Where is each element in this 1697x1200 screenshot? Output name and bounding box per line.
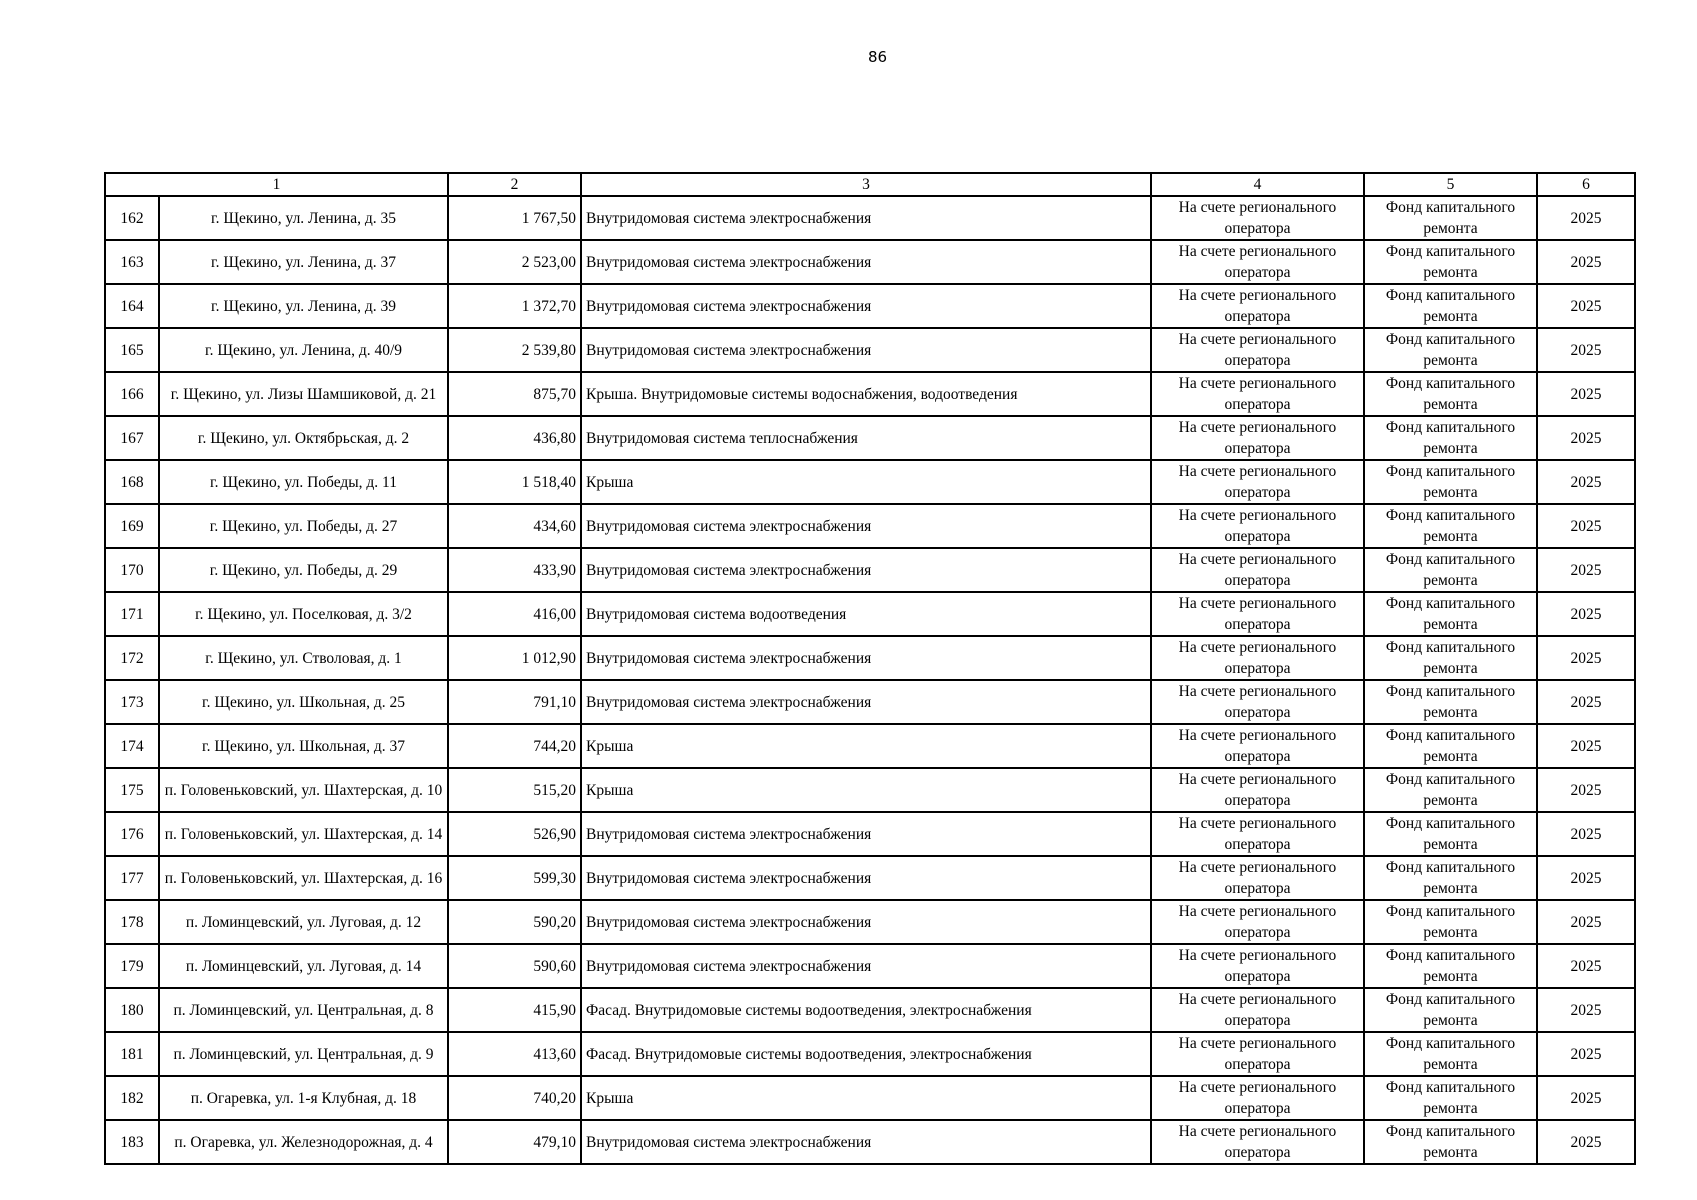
fund-cell: Фонд капитального ремонта	[1364, 812, 1537, 856]
fund-cell: Фонд капитального ремонта	[1364, 460, 1537, 504]
fund-cell: Фонд капитального ремонта	[1364, 768, 1537, 812]
area-cell: 1 372,70	[448, 284, 581, 328]
year-cell: 2025	[1537, 636, 1635, 680]
row-number: 176	[105, 812, 159, 856]
column-number-row	[105, 173, 1635, 196]
fund-cell: Фонд капитального ремонта	[1364, 284, 1537, 328]
address-cell: г. Щекино, ул. Школьная, д. 25	[159, 680, 448, 724]
work-type-cell: Внутридомовая система электроснабжения	[581, 504, 1151, 548]
year-cell: 2025	[1537, 416, 1635, 460]
area-cell: 590,60	[448, 944, 581, 988]
area-cell: 875,70	[448, 372, 581, 416]
work-type-cell: Внутридомовая система водоотведения	[581, 592, 1151, 636]
table-row	[105, 548, 1635, 592]
row-number: 174	[105, 724, 159, 768]
fund-cell: Фонд капитального ремонта	[1364, 328, 1537, 372]
funding-source-cell: На счете регионального оператора	[1151, 504, 1364, 548]
table-row	[105, 812, 1635, 856]
funding-source-cell: На счете регионального оператора	[1151, 1032, 1364, 1076]
fund-cell: Фонд капитального ремонта	[1364, 504, 1537, 548]
row-number: 178	[105, 900, 159, 944]
address-cell: г. Щекино, ул. Победы, д. 11	[159, 460, 448, 504]
table-row	[105, 504, 1635, 548]
fund-cell: Фонд капитального ремонта	[1364, 856, 1537, 900]
funding-source-cell: На счете регионального оператора	[1151, 548, 1364, 592]
capital-repair-table	[104, 172, 1636, 1165]
fund-cell: Фонд капитального ремонта	[1364, 944, 1537, 988]
table-row	[105, 900, 1635, 944]
row-number: 165	[105, 328, 159, 372]
table-row	[105, 988, 1635, 1032]
column-header: 2	[448, 173, 581, 196]
row-number: 167	[105, 416, 159, 460]
year-cell: 2025	[1537, 944, 1635, 988]
year-cell: 2025	[1537, 680, 1635, 724]
funding-source-cell: На счете регионального оператора	[1151, 856, 1364, 900]
year-cell: 2025	[1537, 1120, 1635, 1164]
row-number: 182	[105, 1076, 159, 1120]
table-row	[105, 284, 1635, 328]
year-cell: 2025	[1537, 900, 1635, 944]
work-type-cell: Фасад. Внутридомовые системы водоотведения, электроснабжения	[581, 988, 1151, 1032]
funding-source-cell: На счете регионального оператора	[1151, 900, 1364, 944]
work-type-cell: Внутридомовая система электроснабжения	[581, 944, 1151, 988]
year-cell: 2025	[1537, 988, 1635, 1032]
year-cell: 2025	[1537, 284, 1635, 328]
year-cell: 2025	[1537, 724, 1635, 768]
table-row	[105, 680, 1635, 724]
work-type-cell: Внутридомовая система электроснабжения	[581, 548, 1151, 592]
funding-source-cell: На счете регионального оператора	[1151, 988, 1364, 1032]
column-header: 5	[1364, 173, 1537, 196]
address-cell: п. Ломинцевский, ул. Центральная, д. 9	[159, 1032, 448, 1076]
row-number: 173	[105, 680, 159, 724]
work-type-cell: Крыша	[581, 1076, 1151, 1120]
year-cell: 2025	[1537, 592, 1635, 636]
work-type-cell: Фасад. Внутридомовые системы водоотведения, электроснабжения	[581, 1032, 1151, 1076]
address-cell: г. Щекино, ул. Октябрьская, д. 2	[159, 416, 448, 460]
row-number: 183	[105, 1120, 159, 1164]
address-cell: г. Щекино, ул. Школьная, д. 37	[159, 724, 448, 768]
address-cell: г. Щекино, ул. Поселковая, д. 3/2	[159, 592, 448, 636]
area-cell: 1 012,90	[448, 636, 581, 680]
page-number: 86	[867, 48, 888, 66]
table-row	[105, 240, 1635, 284]
address-cell: г. Щекино, ул. Ленина, д. 39	[159, 284, 448, 328]
area-cell: 416,00	[448, 592, 581, 636]
row-number: 175	[105, 768, 159, 812]
address-cell: г. Щекино, ул. Ленина, д. 35	[159, 196, 448, 240]
row-number: 164	[105, 284, 159, 328]
work-type-cell: Внутридомовая система электроснабжения	[581, 328, 1151, 372]
fund-cell: Фонд капитального ремонта	[1364, 1032, 1537, 1076]
area-cell: 433,90	[448, 548, 581, 592]
row-number: 162	[105, 196, 159, 240]
area-cell: 515,20	[448, 768, 581, 812]
table-row	[105, 196, 1635, 240]
fund-cell: Фонд капитального ремонта	[1364, 636, 1537, 680]
address-cell: п. Ломинцевский, ул. Центральная, д. 8	[159, 988, 448, 1032]
area-cell: 599,30	[448, 856, 581, 900]
fund-cell: Фонд капитального ремонта	[1364, 416, 1537, 460]
funding-source-cell: На счете регионального оператора	[1151, 592, 1364, 636]
work-type-cell: Внутридомовая система электроснабжения	[581, 1120, 1151, 1164]
column-header: 4	[1151, 173, 1364, 196]
fund-cell: Фонд капитального ремонта	[1364, 196, 1537, 240]
year-cell: 2025	[1537, 812, 1635, 856]
area-cell: 436,80	[448, 416, 581, 460]
address-cell: г. Щекино, ул. Победы, д. 29	[159, 548, 448, 592]
row-number: 180	[105, 988, 159, 1032]
row-number: 169	[105, 504, 159, 548]
area-cell: 2 539,80	[448, 328, 581, 372]
address-cell: п. Головеньковский, ул. Шахтерская, д. 16	[159, 856, 448, 900]
row-number: 171	[105, 592, 159, 636]
fund-cell: Фонд капитального ремонта	[1364, 680, 1537, 724]
table-row	[105, 592, 1635, 636]
work-type-cell: Крыша	[581, 768, 1151, 812]
area-cell: 526,90	[448, 812, 581, 856]
year-cell: 2025	[1537, 460, 1635, 504]
area-cell: 415,90	[448, 988, 581, 1032]
table-row	[105, 1120, 1635, 1164]
funding-source-cell: На счете регионального оператора	[1151, 416, 1364, 460]
area-cell: 413,60	[448, 1032, 581, 1076]
work-type-cell: Крыша	[581, 724, 1151, 768]
fund-cell: Фонд капитального ремонта	[1364, 1120, 1537, 1164]
table-row	[105, 636, 1635, 680]
year-cell: 2025	[1537, 372, 1635, 416]
area-cell: 791,10	[448, 680, 581, 724]
funding-source-cell: На счете регионального оператора	[1151, 1120, 1364, 1164]
address-cell: г. Щекино, ул. Стволовая, д. 1	[159, 636, 448, 680]
year-cell: 2025	[1537, 240, 1635, 284]
area-cell: 479,10	[448, 1120, 581, 1164]
fund-cell: Фонд капитального ремонта	[1364, 900, 1537, 944]
area-cell: 744,20	[448, 724, 581, 768]
fund-cell: Фонд капитального ремонта	[1364, 548, 1537, 592]
row-number: 179	[105, 944, 159, 988]
area-cell: 1 767,50	[448, 196, 581, 240]
work-type-cell: Внутридомовая система электроснабжения	[581, 680, 1151, 724]
row-number: 181	[105, 1032, 159, 1076]
address-cell: п. Ломинцевский, ул. Луговая, д. 14	[159, 944, 448, 988]
work-type-cell: Крыша. Внутридомовые системы водоснабжения, водоотведения	[581, 372, 1151, 416]
funding-source-cell: На счете регионального оператора	[1151, 944, 1364, 988]
funding-source-cell: На счете регионального оператора	[1151, 724, 1364, 768]
table-row	[105, 460, 1635, 504]
table-row	[105, 1032, 1635, 1076]
year-cell: 2025	[1537, 1076, 1635, 1120]
address-cell: п. Огаревка, ул. Железнодорожная, д. 4	[159, 1120, 448, 1164]
table-row	[105, 768, 1635, 812]
work-type-cell: Внутридомовая система электроснабжения	[581, 812, 1151, 856]
work-type-cell: Внутридомовая система электроснабжения	[581, 196, 1151, 240]
year-cell: 2025	[1537, 328, 1635, 372]
work-type-cell: Внутридомовая система электроснабжения	[581, 636, 1151, 680]
column-header: 6	[1537, 173, 1635, 196]
address-cell: г. Щекино, ул. Ленина, д. 40/9	[159, 328, 448, 372]
row-number: 172	[105, 636, 159, 680]
table-row	[105, 944, 1635, 988]
table-row	[105, 416, 1635, 460]
fund-cell: Фонд капитального ремонта	[1364, 1076, 1537, 1120]
year-cell: 2025	[1537, 548, 1635, 592]
row-number: 177	[105, 856, 159, 900]
row-number: 163	[105, 240, 159, 284]
year-cell: 2025	[1537, 196, 1635, 240]
address-cell: г. Щекино, ул. Победы, д. 27	[159, 504, 448, 548]
year-cell: 2025	[1537, 768, 1635, 812]
address-cell: п. Огаревка, ул. 1-я Клубная, д. 18	[159, 1076, 448, 1120]
funding-source-cell: На счете регионального оператора	[1151, 460, 1364, 504]
table-row	[105, 1076, 1635, 1120]
fund-cell: Фонд капитального ремонта	[1364, 240, 1537, 284]
funding-source-cell: На счете регионального оператора	[1151, 196, 1364, 240]
table-row	[105, 724, 1635, 768]
address-cell: п. Головеньковский, ул. Шахтерская, д. 14	[159, 812, 448, 856]
area-cell: 740,20	[448, 1076, 581, 1120]
address-cell: г. Щекино, ул. Лизы Шамшиковой, д. 21	[159, 372, 448, 416]
funding-source-cell: На счете регионального оператора	[1151, 812, 1364, 856]
column-header: 1	[105, 173, 448, 196]
address-cell: п. Головеньковский, ул. Шахтерская, д. 10	[159, 768, 448, 812]
work-type-cell: Крыша	[581, 460, 1151, 504]
work-type-cell: Внутридомовая система электроснабжения	[581, 900, 1151, 944]
funding-source-cell: На счете регионального оператора	[1151, 768, 1364, 812]
year-cell: 2025	[1537, 504, 1635, 548]
table-row	[105, 328, 1635, 372]
work-type-cell: Внутридомовая система электроснабжения	[581, 856, 1151, 900]
address-cell: п. Ломинцевский, ул. Луговая, д. 12	[159, 900, 448, 944]
fund-cell: Фонд капитального ремонта	[1364, 592, 1537, 636]
area-cell: 2 523,00	[448, 240, 581, 284]
year-cell: 2025	[1537, 856, 1635, 900]
fund-cell: Фонд капитального ремонта	[1364, 988, 1537, 1032]
row-number: 170	[105, 548, 159, 592]
funding-source-cell: На счете регионального оператора	[1151, 636, 1364, 680]
funding-source-cell: На счете регионального оператора	[1151, 1076, 1364, 1120]
table-row	[105, 856, 1635, 900]
address-cell: г. Щекино, ул. Ленина, д. 37	[159, 240, 448, 284]
table-row	[105, 372, 1635, 416]
column-header: 3	[581, 173, 1151, 196]
funding-source-cell: На счете регионального оператора	[1151, 240, 1364, 284]
fund-cell: Фонд капитального ремонта	[1364, 372, 1537, 416]
year-cell: 2025	[1537, 1032, 1635, 1076]
row-number: 168	[105, 460, 159, 504]
area-cell: 434,60	[448, 504, 581, 548]
fund-cell: Фонд капитального ремонта	[1364, 724, 1537, 768]
work-type-cell: Внутридомовая система теплоснабжения	[581, 416, 1151, 460]
row-number: 166	[105, 372, 159, 416]
funding-source-cell: На счете регионального оператора	[1151, 328, 1364, 372]
area-cell: 1 518,40	[448, 460, 581, 504]
funding-source-cell: На счете регионального оператора	[1151, 372, 1364, 416]
area-cell: 590,20	[448, 900, 581, 944]
work-type-cell: Внутридомовая система электроснабжения	[581, 240, 1151, 284]
funding-source-cell: На счете регионального оператора	[1151, 284, 1364, 328]
funding-source-cell: На счете регионального оператора	[1151, 680, 1364, 724]
work-type-cell: Внутридомовая система электроснабжения	[581, 284, 1151, 328]
